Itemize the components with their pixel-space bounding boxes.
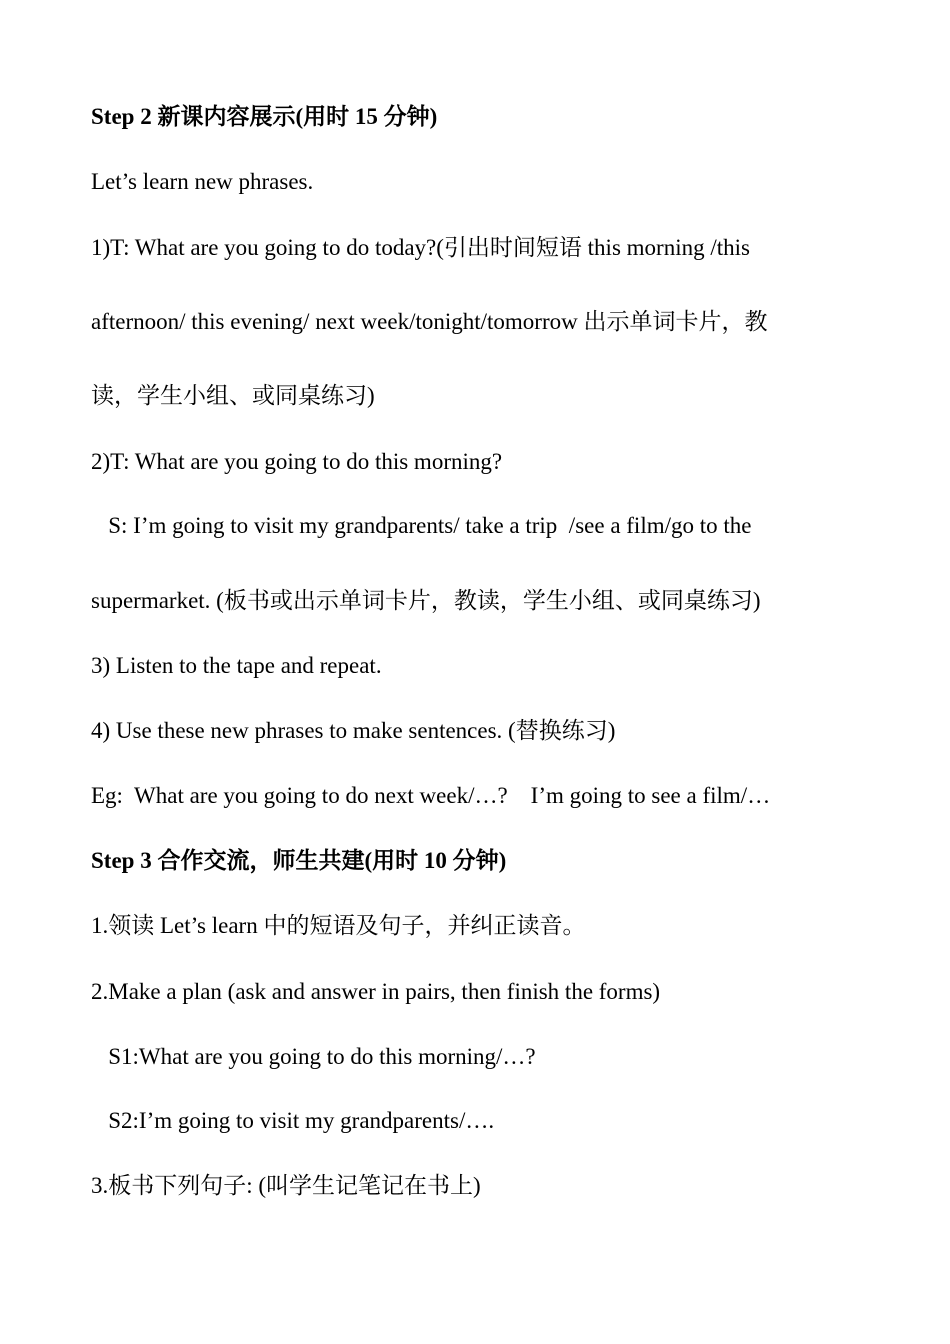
step2-heading: Step 2 新课内容展示(用时 15 分钟) (91, 104, 438, 129)
step3-heading: Step 3 合作交流，师生共建(用时 10 分钟) (91, 848, 507, 873)
text-line: 4) Use these new phrases to make sentences. (替换练习) (91, 718, 616, 743)
text-line: S1:What are you going to do this morning/…? (91, 1044, 536, 1069)
text-line: supermarket. (板书或出示单词卡片，教读，学生小组、或同桌练习) (91, 588, 761, 613)
text-line: S2:I’m going to visit my grandparents/…. (91, 1108, 495, 1133)
text-line: 3.板书下列句子: (叫学生记笔记在书上) (91, 1173, 481, 1198)
text-line: 2)T: What are you going to do this morning? (91, 449, 503, 474)
text-line: Eg: What are you going to do next week/…? I’m going to see a film/… (91, 783, 771, 808)
text-line: 1)T: What are you going to do today?(引出时间短语 this morning /this (91, 235, 750, 260)
text-line: Let’s learn new phrases. (91, 169, 314, 194)
text-line: 2.Make a plan (ask and answer in pairs, then finish the forms) (91, 979, 661, 1004)
text-line: 1.领读 Let’s learn 中的短语及句子，并纠正读音。 (91, 913, 586, 938)
text-line: afternoon/ this evening/ next week/tonight/tomorrow 出示单词卡片，教 (91, 309, 768, 334)
text-line: S: I’m going to visit my grandparents/ take a trip /see a film/go to the (91, 513, 752, 538)
text-line: 读，学生小组、或同桌练习) (91, 383, 375, 408)
text-line: 3) Listen to the tape and repeat. (91, 653, 382, 678)
